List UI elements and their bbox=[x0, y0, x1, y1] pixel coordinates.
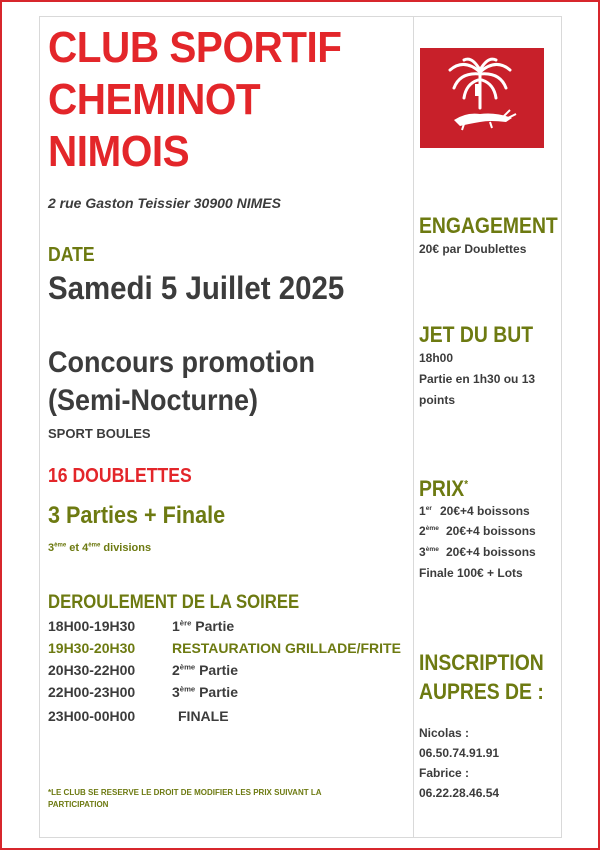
footnote-line2: PARTICIPATION bbox=[48, 800, 109, 809]
club-title-line1: CLUB SPORTIF bbox=[48, 23, 342, 72]
event-sport: SPORT BOULES bbox=[48, 426, 151, 441]
palm-tree-crocodile-emblem-icon bbox=[420, 48, 544, 148]
jet-time: 18h00 bbox=[419, 351, 454, 365]
schedule-heading: DEROULEMENT DE LA SOIREE bbox=[48, 592, 300, 613]
club-logo bbox=[420, 48, 544, 148]
schedule-activity: FINALE bbox=[178, 708, 229, 724]
inscription-heading-line1: INSCRIPTION bbox=[419, 650, 544, 675]
schedule-activity: RESTAURATION GRILLADE/FRITE bbox=[172, 640, 401, 656]
schedule-time: 20H30-22H00 bbox=[48, 662, 136, 678]
event-title-line1: Concours promotion bbox=[48, 346, 315, 379]
prix-row-amount: 20€+4 boissons bbox=[446, 545, 536, 559]
engagement-heading: ENGAGEMENT bbox=[419, 213, 558, 238]
prix-finale: Finale 100€ + Lots bbox=[419, 566, 523, 580]
event-title-line2: (Semi-Nocturne) bbox=[48, 384, 259, 417]
schedule-time: 19H30-20H30 bbox=[48, 640, 136, 656]
contact-phone: 06.22.28.46.54 bbox=[419, 786, 500, 800]
event-divisions: 3ème et 4ème divisions bbox=[48, 542, 152, 554]
contact-name: Nicolas : bbox=[419, 726, 470, 740]
inscription-heading-line2: AUPRES DE : bbox=[419, 679, 544, 704]
jet-line1: Partie en 1h30 ou 13 bbox=[419, 372, 536, 386]
schedule-time: 18H00-19H30 bbox=[48, 618, 136, 634]
jet-line2: points bbox=[419, 393, 455, 407]
prix-row-rank: 3ème bbox=[419, 545, 439, 559]
schedule-activity: 2ème Partie bbox=[172, 662, 238, 678]
prix-heading: PRIX* bbox=[419, 476, 468, 501]
club-address: 2 rue Gaston Teissier 30900 NIMES bbox=[48, 195, 281, 211]
engagement-text: 20€ par Doublettes bbox=[419, 242, 527, 256]
date-label: DATE bbox=[48, 244, 95, 266]
prix-row-rank: 2ème bbox=[419, 524, 439, 538]
event-format: 3 Parties + Finale bbox=[48, 502, 226, 529]
column-divider bbox=[413, 16, 414, 838]
club-title-line3: NIMOIS bbox=[48, 127, 190, 176]
jet-heading: JET DU BUT bbox=[419, 322, 534, 347]
prix-row-rank: 1er bbox=[419, 504, 432, 518]
date-value: Samedi 5 Juillet 2025 bbox=[48, 270, 345, 306]
contact-name: Fabrice : bbox=[419, 766, 470, 780]
schedule-time: 23H00-00H00 bbox=[48, 708, 136, 724]
contact-phone: 06.50.74.91.91 bbox=[419, 746, 500, 760]
schedule-activity: 1ère Partie bbox=[172, 618, 235, 634]
event-teams: 16 DOUBLETTES bbox=[48, 465, 192, 487]
club-title-line2: CHEMINOT bbox=[48, 75, 261, 124]
prix-row-amount: 20€+4 boissons bbox=[440, 504, 530, 518]
schedule-time: 22H00-23H00 bbox=[48, 684, 136, 700]
footnote-line1: *LE CLUB SE RESERVE LE DROIT DE MODIFIER LES PRIX SUIVANT LA bbox=[48, 788, 322, 797]
prix-row-amount: 20€+4 boissons bbox=[446, 524, 536, 538]
schedule-activity: 3ème Partie bbox=[172, 684, 238, 700]
